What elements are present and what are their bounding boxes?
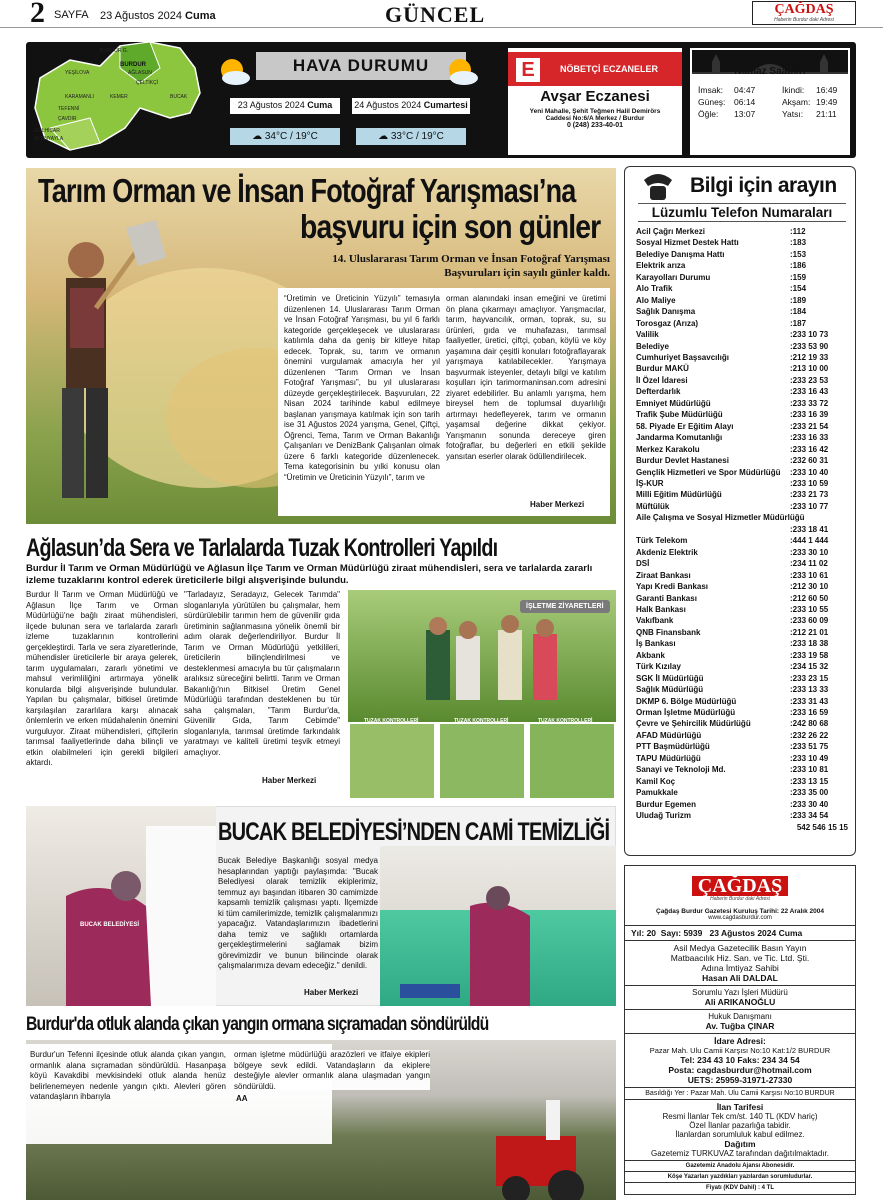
pharmacy-details: Avşar Eczanesi Yeni Mahalle, Şehit Teğmen Halil Demirörs Caddesi No:6/A Merkez / Burdur 0 (248) 233-40-01 — [508, 88, 682, 129]
phone-entry — [636, 593, 848, 604]
phone-entry-number: :233 10 61 — [790, 570, 829, 580]
trap-photo-3 — [530, 724, 614, 798]
weather-day1-date: 23 Ağustos 2024 Cuma — [230, 98, 340, 114]
phone-entry — [636, 295, 848, 306]
trap-caption: TUZAK KONTROLLERİ — [454, 718, 509, 724]
weather-title: HAVA DURUMU — [256, 52, 466, 80]
svg-text:YEŞİLOVA: YEŞİLOVA — [65, 70, 90, 76]
article3-body: Bucak Belediye Başkanlığı sosyal medya hesaplarından yaptığı paylaşımda: "Bucak Belediyesi olarak temizlik ekiplerimiz, temmuz ayı başından itibaren 30 camimizde kapsamlı temizlik çalışması yaptı. İlçemizde ki tüm camilerimizde, temizlik çalışmalarımızı yapacağız. Vatandaşlarımızın ibadetlerini daha temiz ve sağlıklı ortamlarda gerçekleştirmelerini sağlamak bizim görevimizdir ve bunun bilincinde olarak çalışmalarımıza devam edeceğiz." denildi. — [218, 856, 378, 970]
phone-entry-name: Türk Telekom — [636, 536, 688, 546]
cleaning-worker-photo — [26, 806, 216, 1006]
phone-entry — [636, 741, 848, 752]
phone-entry-number: :444 1 444 — [790, 536, 829, 546]
phone-entry-name: Aile Çalışma ve Sosyal Hizmetler Müdürlüğü — [636, 513, 805, 523]
phone-entry-name: Alo Trafik — [636, 284, 673, 294]
phone-entry — [636, 432, 848, 443]
phone-entry-number: :232 26 22 — [790, 730, 829, 740]
greenhouse-photo-group — [348, 590, 616, 800]
article3-byline: Haber Merkezi — [304, 988, 359, 997]
phone-entry-name: Torosgaz (Arıza) — [636, 318, 699, 328]
phone-entry-number: :233 18 38 — [790, 639, 829, 649]
phone-entry-name: DKMP 6. Bölge Müdürlüğü — [636, 696, 737, 706]
pharmacy-e-icon: E — [516, 58, 540, 82]
page-number: 2 — [30, 0, 45, 29]
phone-entry-number: :234 15 32 — [790, 662, 829, 672]
phone-entry — [636, 478, 848, 489]
phone-entry — [636, 615, 848, 626]
phone-entry-number: :233 33 72 — [790, 398, 829, 408]
phone-entry-name: Cumhuriyet Başsavcılığı — [636, 352, 729, 362]
phone-entry-number: :233 30 10 — [790, 547, 829, 557]
imprint-owner: Hasan Ali DALDAL — [702, 973, 778, 983]
phone-entry-name: DSİ — [636, 559, 650, 569]
imprint-editor: Ali ARIKANOĞLU — [704, 997, 776, 1007]
phone-entry-number: :233 16 33 — [790, 433, 829, 443]
phone-entry-name: Merkez Karakolu — [636, 444, 700, 454]
article1-title-line2: başvuru için son günler — [300, 208, 601, 245]
phone-entry — [636, 696, 848, 707]
imprint-box: ÇAĞDAŞ Haberin Burdur daki Adresi Çağdaş Burdur Gazetesi Kuruluş Tarihi: 22 Aralık 2004 www.cagdasburdur.com Yıl: 20 Sayı: 5939 23 Ağustos 2024 Cuma Asil Medya Gazetecilik Basın Yayın Matbaacılık Hiz. San. ve Tic. Ltd. Şti. Adına İmtiyaz Sahibi Hasan Ali DALDAL Sorumlu Yazı İşleri Müdürü Ali ARIKANOĞLU Hukuk Danışmanı Av. Tuğba ÇINAR İdare Adresi: Pazar Mah. Ulu Camii Karşısı No:10 Kat:1/2 BURDUR Tel: 234 43 10 Faks: 234 34 54 Posta: cagdasburdur@hotmail.com UETS: 25959-31971-27330 Basıldığı Yer : Pazar Mah. Ulu Camii Karşısı No:10 BURDUR İlan Tarifesi Resmi İlanlar Tek cm/st. 140 TL (KDV hariç) Özel İlanlar pazarlığa tabidir. İlanlardan sorumluluk kabul edilmez. Dağıtım Gazetemiz TURKUVAZ tarafından dağıtılmaktadır. Gazetemiz Anadolu Ajansı Abonesidir. Köşe Yazarları yazdıkları yazılardan sorumludurlar. Fiyatı (KDV Dahil) : 4 TL — [624, 865, 856, 1195]
phone-entry-name: İş Bankası — [636, 639, 676, 649]
phone-entry-name: Akbank — [636, 650, 665, 660]
phone-entry — [636, 638, 848, 649]
phone-entry-number: :233 53 90 — [790, 341, 829, 351]
phone-entry-number: :233 31 43 — [790, 696, 829, 706]
pharmacy-name: Avşar Eczanesi — [540, 88, 650, 105]
page-label: SAYFA — [54, 9, 89, 21]
phone-entry-number: :213 10 00 — [790, 364, 829, 374]
phone-entry — [636, 260, 848, 271]
phone-entry — [636, 684, 848, 695]
phone-entry-number: :233 13 15 — [790, 776, 829, 786]
article2-col2: "Tarladayız, Seradayız, Gelecek Tarımda" sloganlarıyla yürütülen bu çalışmalar, hem sürdürülebilir tarımın hem de güvenilir gıda üretiminin sağlanmasına yönelik önemli bir adım olarak değerlendiriliyor. Burdur İl Tarım ve Orman Müdürlüğü yetkilileri, üreticilerin bilinçlendirilmesi ve desteklenmesi amacıyla bu tür çalışmaların aralıksız süreceğini belirtti. Tarım ve Orman Bakanlığı'nın Bitkisel Üretim Genel Müdürlüğü tarafından desteklenen bu tür saha çalışmaları, "Tarım Burdur'da, Güvenilir Gıda, Tarım Cebimde" sloganlarıyla, tarımsal üretimde farkındalık yaratmayı ve kaliteli üretimi teşvik etmeyi amaçlıyor. — [184, 590, 340, 757]
article1-title-line1: Tarım Orman ve İnsan Fotoğraf Yarışması’na — [38, 172, 576, 209]
trap-caption: TUZAK KONTROLLERİ — [364, 718, 419, 724]
phone-entry-number: :234 11 02 — [790, 559, 828, 569]
section-title: GÜNCEL — [385, 2, 486, 27]
phone-entry-name: Trafik Şube Müdürlüğü — [636, 410, 723, 420]
phone-entry-name: Vakıfbank — [636, 616, 674, 626]
phone-entry-name: Müftülük — [636, 501, 670, 511]
trap-photo-2 — [440, 724, 524, 798]
imprint-web: www.cagdasburdur.com — [708, 915, 772, 921]
svg-text:BURDUR: BURDUR — [120, 62, 146, 68]
phone-entry-name: Sanayi ve Teknoloji Md. — [636, 765, 726, 775]
trap-photo-1 — [350, 724, 434, 798]
phone-entry — [636, 341, 848, 352]
phone-entry-name: Burdur Devlet Hastanesi — [636, 456, 729, 466]
svg-text:BUCAK BELEDİYESİ: BUCAK BELEDİYESİ — [80, 922, 140, 928]
phone-entry-name: Ziraat Bankası — [636, 570, 691, 580]
article4-col1: Burdur'un Tefenni ilçesinde otluk alanda çıkan yangın, ormanlık alana sıçramadan söndürüldü. Hasanpaşa köyü Kavakdibi mevkisindeki otluk alanda henüz belirlenemeyen nedenle yangın çıktı. Alevleri gören vatandaşların ihbarıyla — [30, 1050, 226, 1101]
phone-entry — [636, 386, 848, 397]
phone-entry-number: :233 10 73 — [790, 330, 829, 340]
phone-entry-number: :233 10 55 — [790, 604, 829, 614]
phone-entry-name: Çevre ve Şehircilik Müdürlüğü — [636, 719, 751, 729]
phone-entry — [636, 581, 848, 592]
phone-entry-name: Pamukkale — [636, 788, 678, 798]
telephone-icon — [640, 170, 676, 202]
phonebook-list — [636, 226, 848, 833]
weather-day1-temp: ☁ 34°C / 19°C — [230, 128, 340, 145]
sun-cloud-icon — [214, 52, 254, 88]
phone-entry — [636, 455, 848, 466]
imprint-uets: UETS: 25959-31971-27330 — [687, 1075, 793, 1085]
phone-entry — [636, 627, 848, 638]
article2-col1: Burdur İl Tarım ve Orman Müdürlüğü ve Ağlasun İlçe Tarım ve Orman Müdürlüğü'ne bağlı ziraat mühendisleri, ilçede bulunan sera ve tarlalarda zararlı izleme tuzaklarının kontrollerini gerçekleştirdi. Tarla ve sera ziyaretlerinde, mühendisler üreticilerle bir araya gelerek, tarım uygulamaları, zararlı yönetimi ve mahsul verimliliğini artırmaya yönelik konularda bilgi alışverişinde bulundular. Yapılan bu çalışmalar, bitkisel üretimde karşılaşılan zararlılara karşı alınacak önlemlerin ve erken müdahalenin önemini vurguluyor. Ziraat mühendisleri, çiftçilerin tarımsal faaliyetlerinde daha bilinçli ve etkin olabilmeleri için gerekli bilgileri aktardı. — [26, 590, 178, 767]
article2-byline: Haber Merkezi — [262, 776, 317, 785]
article1-col1: “Üretimin ve Üreticinin Yüzyılı” temasıyla düzenlenen 14. Uluslararası Tarım Orman ve İnsan Fotoğraf Yarışması, bu yıl 6 farklı kategoride gerçekleşecek ve uluslararası katılımla daha da geniş bir kitleye hitap edecek. Toprak, su, tarım ve ormanın önemini vurgulamak amacıyla her yıl düzenlenen “Tarım Orman ve İnsan Fotoğraf Yarışması”, bu yıl uluslararası düzeyde gerçekleştirilecek. Başvuruları, 22 Nisan 2024 tarihinde kabul edilmeye başlanan yarışmaya katılmak için son tarih ise 31 Ağustos 2024 yarışma, Genel, Çiftçi, Öğrenci, Tema, Tarım ve Orman Bakanlığı Çalışanları ve DenizBank Çalışanları olmak üzere 6 farklı kategoride düzenlenecek. Tema kategorisinin bu yılki konusu olan “Üretimin ve Üreticinin Yüzyılı”, tarım ve — [284, 294, 440, 482]
phone-entry — [636, 730, 848, 741]
imprint-founded: Çağdaş Burdur Gazetesi Kuruluş Tarihi: 22 Aralık 2004 — [656, 908, 824, 915]
phonebook-subtitle: Lüzumlu Telefon Numaraları — [638, 203, 846, 222]
phone-entry-number: :233 51 75 — [790, 742, 829, 752]
phone-entry-name: TAPU Müdürlüğü — [636, 753, 701, 763]
article4-byline: AA — [236, 1094, 248, 1103]
phone-entry-number: :159 — [790, 272, 807, 282]
phone-entry — [636, 753, 848, 764]
phone-entry-name: AFAD Müdürlüğü — [636, 730, 702, 740]
phone-entry-number: :233 16 39 — [790, 410, 829, 420]
phone-entry-name: Türk Kızılay — [636, 662, 681, 672]
phone-entry — [636, 226, 848, 237]
weather-day2-date: 24 Ağustos 2024 Cumartesi — [352, 98, 470, 114]
imprint-issue: Yıl: 20 Sayı: 5939 23 Ağustos 2024 Cuma — [625, 925, 855, 941]
phone-entry-number: :233 10 40 — [790, 467, 829, 477]
phone-entry-number: :233 60 09 — [790, 616, 829, 626]
phone-entry-name: Elektrik arıza — [636, 261, 686, 271]
phone-entry-name: Belediye Danışma Hattı — [636, 249, 725, 259]
article2-title: Ağlasun’da Sera ve Tarlalarda Tuzak Kontrolleri Yapıldı — [26, 534, 498, 562]
phone-entry-number: :233 10 59 — [790, 478, 829, 488]
phone-entry — [636, 718, 848, 729]
phone-entry-name: Karayolları Durumu — [636, 272, 711, 282]
phone-entry-number: :112 — [790, 227, 806, 236]
article3-title: BUCAK BELEDİYESİ’NDEN CAMİ TEMİZLİĞİ — [218, 818, 610, 846]
imprint-tel: Tel: 234 43 10 Faks: 234 34 54 — [680, 1055, 800, 1065]
phone-entry-name: Emniyet Müdürlüğü — [636, 398, 711, 408]
phone-entry-name: Belediye — [636, 341, 669, 351]
imprint-address: Pazar Mah. Ulu Camii Karşısı No:10 Kat:1/2 BURDUR — [649, 1046, 831, 1055]
phone-entry — [636, 249, 848, 260]
phone-entry-number: :233 18 41 — [790, 524, 829, 534]
phone-entry-name: 58. Piyade Er Eğitim Alayı — [636, 421, 734, 431]
phone-entry — [636, 604, 848, 615]
phone-entry-number: :212 30 10 — [790, 582, 829, 592]
svg-text:AĞLASUN: AĞLASUN — [128, 70, 152, 76]
mosque-carpet-photo — [380, 846, 616, 1006]
phone-entry — [636, 272, 848, 283]
svg-text:TEFENNİ: TEFENNİ — [58, 106, 80, 112]
phone-entry-number: :154 — [790, 284, 807, 294]
phone-entry-number: :232 60 31 — [790, 456, 829, 466]
phone-entry-number: :233 10 77 — [790, 501, 829, 511]
phone-entry-name: SGK İl Müdürlüğü — [636, 673, 704, 683]
phone-entry-name: Valilik — [636, 330, 659, 340]
phone-entry-number: :186 — [790, 261, 807, 271]
phone-entry — [636, 661, 848, 672]
phone-entry-name: Yapı Kredi Bankası — [636, 582, 709, 592]
phone-entry — [636, 764, 848, 775]
svg-text:GÖLHİSAR: GÖLHİSAR — [34, 128, 60, 134]
phone-entry — [636, 329, 848, 340]
photo-label-badge: İŞLETME ZİYARETLERİ — [520, 600, 610, 613]
phone-entry — [636, 512, 848, 523]
article1-lead: 14. Uluslararası Tarım Orman ve İnsan Fotoğraf Yarışması Başvuruları için sayılı günler kaldı. — [332, 253, 610, 279]
phone-entry-name: İl Özel İdaresi — [636, 375, 688, 385]
phone-entry-number: :233 19 58 — [790, 650, 829, 660]
phone-entry — [636, 776, 848, 787]
phone-entry-name: QNB Finansbank — [636, 627, 701, 637]
burdur-map — [30, 38, 210, 156]
trap-caption: TUZAK KONTROLLERİ — [538, 718, 593, 724]
phone-entry-number: :189 — [790, 295, 807, 305]
phone-entry-name: Acil Çağrı Merkezi — [636, 227, 705, 236]
phone-entry — [636, 650, 848, 661]
article2-lead: Burdur İl Tarım ve Orman Müdürlüğü ve Ağlasun İlçe Tarım ve Orman Müdürlüğü ziraat mühendisleri, sera ve tarlalarda zararlı izleme tuzaklarını kontrol ederek üreticilerle bilgi alışverişinde bulundu. — [26, 563, 593, 586]
phone-entry-name: İŞ-KUR — [636, 478, 664, 488]
phone-entry-name: Sosyal Hizmet Destek Hattı — [636, 238, 739, 248]
phone-entry-number: :233 35 00 — [790, 788, 829, 798]
phone-entry — [636, 501, 848, 512]
prayer-title: Namaz Saatleri — [734, 66, 806, 77]
phone-entry-name: Sağlık Müdürlüğü — [636, 685, 704, 695]
phone-entry — [636, 421, 848, 432]
phone-entry-number: :153 — [790, 249, 807, 259]
phone-entry-number: :233 23 53 — [790, 375, 829, 385]
phone-entry — [636, 524, 848, 535]
phone-entry — [636, 547, 848, 558]
phone-entry-number: :233 16 59 — [790, 708, 829, 718]
phone-entry-number: :233 21 73 — [790, 490, 829, 500]
phone-entry-number: :212 21 01 — [790, 627, 829, 637]
phone-entry-name: Jandarma Komutanlığı — [636, 433, 723, 443]
phone-entry — [636, 822, 848, 833]
phone-entry-name: Milli Eğitim Müdürlüğü — [636, 490, 722, 500]
phone-entry — [636, 444, 848, 455]
phone-entry-number: :184 — [790, 307, 807, 317]
masthead-logo: ÇAĞDAŞ Haberin Burdur daki Adresi — [752, 1, 856, 25]
sun-cloud-icon — [442, 52, 482, 88]
phone-entry-number: :233 10 49 — [790, 753, 829, 763]
phone-entry-number: :233 16 43 — [790, 387, 829, 397]
phone-entry-name: Akdeniz Elektrik — [636, 547, 698, 557]
phone-entry — [636, 467, 848, 478]
phone-entry-name: Gençlik Hizmetleri ve Spor Müdürlüğü — [636, 467, 781, 477]
phone-entry-name: Burdur MAKÜ — [636, 364, 689, 374]
phone-entry-name: Garanti Bankası — [636, 593, 697, 603]
phone-entry — [636, 363, 848, 374]
phone-entry-name: PTT Başmüdürlüğü — [636, 742, 710, 752]
phonebook-title: Bilgi için arayın — [690, 174, 837, 197]
phone-entry-number — [805, 512, 849, 523]
phone-entry-number: :233 30 40 — [790, 799, 829, 809]
phone-entry-number: :233 34 54 — [790, 811, 829, 821]
phone-entry — [636, 318, 848, 329]
phone-entry — [636, 787, 848, 798]
phone-entry-number: :212 19 33 — [790, 352, 829, 362]
phone-entry — [636, 570, 848, 581]
phone-entry-name: Sağlık Danışma — [636, 307, 696, 317]
phone-entry-name: Alo Maliye — [636, 295, 676, 305]
phone-entry-number: :233 21 54 — [790, 421, 829, 431]
article4-title: Burdur'da otluk alanda çıkan yangın ormana sıçramadan söndürüldü — [26, 1014, 489, 1035]
phone-entry-name: Orman İşletme Müdürlüğü — [636, 708, 736, 718]
phone-entry-number: :233 23 15 — [790, 673, 829, 683]
phone-entry — [636, 558, 848, 569]
phone-entry — [636, 375, 848, 386]
svg-text:KEMER: KEMER — [110, 94, 128, 100]
svg-text:ÇAVDIR: ÇAVDIR — [58, 116, 77, 122]
phone-entry-name: Uludağ Turizm — [636, 811, 691, 821]
imprint-email: Posta: cagdasburdur@hotmail.com — [668, 1065, 812, 1075]
article4-col2: orman işletme müdürlüğü arazözleri ve itfaiye ekipleri bölgeye sevk edildi. Vatandaşların da ekiplere desteğiyle alevler ormanlık alana ulaşmadan yangın söndürüldü. — [234, 1050, 430, 1090]
phone-entry-number: :187 — [790, 318, 807, 328]
phone-entry — [636, 398, 848, 409]
phone-entry-number: :233 16 42 — [790, 444, 829, 454]
phone-entry-name: Burdur Egemen — [636, 799, 697, 809]
phone-entry — [636, 810, 848, 821]
phone-entry — [636, 306, 848, 317]
svg-text:BUCAK: BUCAK — [170, 94, 188, 100]
phone-entry-number: :183 — [790, 238, 807, 248]
pharmacy-title: NÖBETÇİ ECZANELER — [560, 64, 659, 74]
phone-entry-name: Halk Bankası — [636, 604, 686, 614]
imprint-logo: ÇAĞDAŞ Haberin Burdur daki Adresi — [655, 874, 825, 904]
phone-entry — [636, 352, 848, 363]
phone-entry — [636, 799, 848, 810]
article1-byline: Haber Merkezi — [530, 500, 585, 509]
phone-entry — [636, 707, 848, 718]
phone-entry-number: :233 10 81 — [790, 765, 829, 775]
phone-entry-name: Kamil Koç — [636, 776, 676, 786]
phone-entry — [636, 283, 848, 294]
phone-entry-number: :242 80 68 — [790, 719, 829, 729]
town-label: BURDUR G. — [100, 48, 129, 54]
phone-entry — [636, 237, 848, 248]
svg-text:KARAMANLI: KARAMANLI — [65, 94, 94, 100]
header-date: 23 Ağustos 2024 Cuma — [100, 10, 216, 22]
phone-entry-name: Defterdarlık — [636, 387, 681, 397]
svg-text:ALTINYAYLA: ALTINYAYLA — [34, 136, 64, 142]
article1-col2: orman alanındaki insan emeğini ve üretimi ön plana çıkarmayı amaçlıyor. Yarışmacılar, tarım, hayvancılık, orman, toprak, su, su ürünleri, gıda ve muhafazası, tarımsal faaliyetler, üretici, çiftçi, çoban, köylü ve köy yaşamına dair çeşitli konuları fotoğraflayarak yarışmaya katılabilecekler. Yarışmaya başvurmak isteyenler, detaylı bilgi ve katılım koşulları için tarimormaninsan.com adresini ziyaret edebilirler. Bu anlamlı yarışma, hem bireysel hem de toplumsal duyarlılığı artırmayı hedefleyerek, tarım ve ormanın yaşamsal değerine dikkat çekiyor. Yarışmanın sonunda dereceye giren fotoğraflar, bu değerleri en etkili şekilde yansıtan eserler olarak ödüllendirilecek. — [446, 294, 606, 461]
phone-entry-number: 542 546 15 15 — [796, 822, 848, 832]
weather-day2-temp: ☁ 33°C / 19°C — [356, 128, 466, 145]
imprint-legal: Av. Tuğba ÇINAR — [705, 1021, 775, 1031]
phone-entry-number: :212 60 50 — [790, 593, 829, 603]
phone-entry-number: :233 13 33 — [790, 685, 829, 695]
phone-entry — [636, 489, 848, 500]
phone-entry — [636, 673, 848, 684]
phone-entry — [636, 409, 848, 420]
phone-entry — [636, 535, 848, 546]
pharmacy-header — [508, 52, 682, 86]
svg-text:ÇELTİKÇİ: ÇELTİKÇİ — [136, 80, 159, 86]
